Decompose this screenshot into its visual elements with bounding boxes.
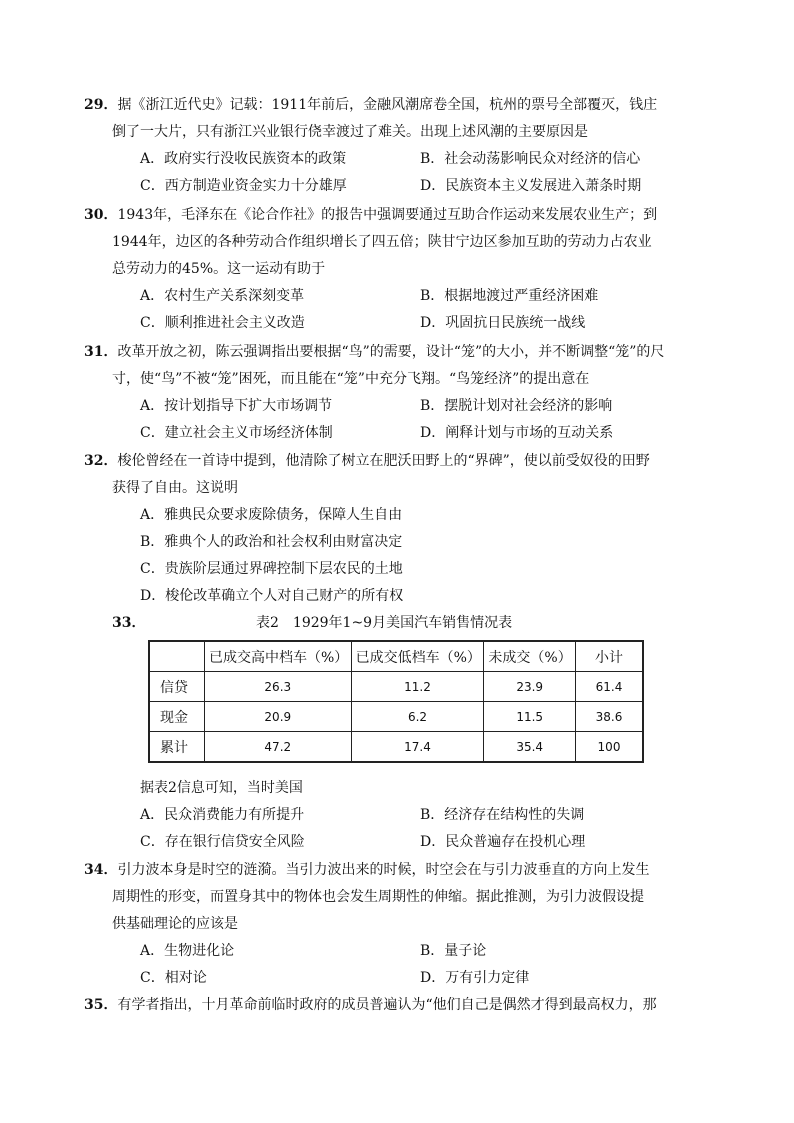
table-row-label: 信贷 <box>149 672 205 702</box>
table-header-cell: 已成交高中档车（%） <box>205 641 352 672</box>
option-a[interactable]: A．按计划指导下扩大市场调节 <box>140 398 333 414</box>
question-30-stem <box>84 202 684 283</box>
table-cell: 11.2 <box>351 672 484 702</box>
question-34-stem <box>84 857 684 938</box>
stem-line: 梭伦曾经在一首诗中提到，他清除了树立在肥沃田野上的“界碑”，使以前受奴役的田野 <box>117 453 650 469</box>
table-row-label: 累计 <box>149 732 205 763</box>
option-row <box>112 173 684 200</box>
question-32-stem <box>84 448 684 502</box>
table-header-cell: 已成交低档车（%） <box>351 641 484 672</box>
stem-line: 引力波本身是时空的涟漪。当引力波出来的时候，时空会在与引力波垂直的方向上发生 <box>117 862 650 878</box>
option-b[interactable]: B．经济存在结构性的失调 <box>420 807 585 823</box>
option-d[interactable]: D．民族资本主义发展进入萧条时期 <box>420 178 642 194</box>
option-a[interactable]: A．农村生产关系深刻变革 <box>140 288 305 304</box>
option-a[interactable]: A．政府实行没收民族资本的政策 <box>140 151 347 167</box>
option-c[interactable]: C．顺利推进社会主义改造 <box>140 315 305 331</box>
question-29-stem <box>84 92 684 146</box>
table-cell: 100 <box>576 732 644 763</box>
stem-line: 有学者指出，十月革命前临时政府的成员普遍认为“他们自己是偶然才得到最高权力，那 <box>117 997 657 1013</box>
option-c[interactable]: C．建立社会主义市场经济体制 <box>140 425 333 441</box>
question-33 <box>112 775 684 856</box>
table-cell: 26.3 <box>205 672 352 702</box>
option-d[interactable]: D．阐释计划与市场的互动关系 <box>420 425 614 441</box>
stem-line: 总劳动力的45%。这一运动有助于 <box>112 261 326 277</box>
table-cell: 47.2 <box>205 732 352 763</box>
option-c[interactable]: C．贵族阶层通过界碑控制下层农民的土地 <box>140 561 403 577</box>
option-row <box>112 965 684 992</box>
question-31 <box>84 339 684 447</box>
option-b[interactable]: B．社会动荡影响民众对经济的信心 <box>420 151 641 167</box>
sales-table <box>148 640 644 763</box>
stem-line: 倒了一大片，只有浙江兴业银行侥幸渡过了难关。出现上述风潮的主要原因是 <box>112 124 588 140</box>
table-header-cell <box>149 641 205 672</box>
option-b[interactable]: B．摆脱计划对社会经济的影响 <box>420 398 613 414</box>
question-35-stem <box>84 992 684 1019</box>
table-cell: 35.4 <box>484 732 576 763</box>
option-d[interactable]: D．巩固抗日民族统一战线 <box>420 315 586 331</box>
table-header-cell: 未成交（%） <box>484 641 576 672</box>
stem-line: 1943年，毛泽东在《论合作社》的报告中强调要通过互助合作运动来发展农业生产；到 <box>117 207 658 223</box>
table-row <box>149 732 643 763</box>
option-d[interactable]: D．万有引力定律 <box>420 970 530 986</box>
table-cell: 11.5 <box>484 702 576 732</box>
stem-line: 据《浙江近代史》记载：1911年前后，金融风潮席卷全国，杭州的票号全部覆灭，钱庄 <box>117 97 658 113</box>
option-list <box>112 502 684 610</box>
option-row <box>112 938 684 965</box>
option-row <box>112 829 684 856</box>
stem-line: 周期性的形变，而置身其中的物体也会发生周期性的伸缩。据此推测，为引力波假设提 <box>112 889 644 905</box>
table-row <box>149 672 643 702</box>
question-number: 31． <box>84 344 118 360</box>
stem-line: 供基础理论的应该是 <box>112 916 238 932</box>
stem-line: 寸，使“鸟”不被“笼”困死，而且能在“笼”中充分飞翔。“鸟笼经济”的提出意在 <box>112 371 590 387</box>
table-caption: 表2 1929年1~9月美国汽车销售情况表 <box>256 615 513 631</box>
option-row <box>112 802 684 829</box>
table-cell: 6.2 <box>351 702 484 732</box>
option-row <box>112 283 684 310</box>
question-30 <box>84 202 684 337</box>
table-cell: 23.9 <box>484 672 576 702</box>
table-row-label: 现金 <box>149 702 205 732</box>
table-header-row <box>149 641 643 672</box>
option-b[interactable]: B．量子论 <box>420 943 487 959</box>
question-number: 32． <box>84 453 118 469</box>
option-c[interactable]: C．存在银行信贷安全风险 <box>140 834 305 850</box>
stem-line: 获得了自由。这说明 <box>112 480 238 496</box>
question-number: 30． <box>84 207 118 223</box>
table-cell: 61.4 <box>576 672 644 702</box>
question-31-stem <box>84 339 684 393</box>
question-35 <box>84 992 684 1019</box>
question-32 <box>84 448 684 610</box>
question-number: 33． <box>112 615 146 631</box>
table-cell: 38.6 <box>576 702 644 732</box>
option-d[interactable]: D．梭伦改革确立个人对自己财产的所有权 <box>140 588 404 604</box>
option-a[interactable]: A．生物进化论 <box>140 943 235 959</box>
option-row <box>112 420 684 447</box>
option-c[interactable]: C．相对论 <box>140 970 207 986</box>
option-row <box>112 146 684 173</box>
option-b[interactable]: B．根据地渡过严重经济困难 <box>420 288 599 304</box>
table-row <box>149 702 643 732</box>
option-d[interactable]: D．民众普遍存在投机心理 <box>420 834 586 850</box>
stem-line: 改革开放之初，陈云强调指出要根据“鸟”的需要，设计“笼”的大小，并不断调整“笼”的尺 <box>117 344 665 360</box>
table-cell: 20.9 <box>205 702 352 732</box>
option-b[interactable]: B．雅典个人的政治和社会权利由财富决定 <box>140 534 403 550</box>
option-c[interactable]: C．西方制造业资金实力十分雄厚 <box>140 178 347 194</box>
question-number: 29． <box>84 97 118 113</box>
question-number: 35． <box>84 997 118 1013</box>
stem-line: 1944年，边区的各种劳动合作组织增长了四五倍；陕甘宁边区参加互助的劳动力占农业 <box>112 234 652 250</box>
question-33-stem: 据表2信息可知，当时美国 <box>140 780 303 796</box>
option-a[interactable]: A．雅典民众要求废除债务，保障人生自由 <box>140 507 403 523</box>
question-34 <box>84 857 684 992</box>
option-a[interactable]: A．民众消费能力有所提升 <box>140 807 305 823</box>
table-cell: 17.4 <box>351 732 484 763</box>
table-header-cell: 小计 <box>576 641 644 672</box>
option-row <box>112 393 684 420</box>
question-29 <box>84 92 684 200</box>
question-number: 34． <box>84 862 118 878</box>
option-row <box>112 310 684 337</box>
